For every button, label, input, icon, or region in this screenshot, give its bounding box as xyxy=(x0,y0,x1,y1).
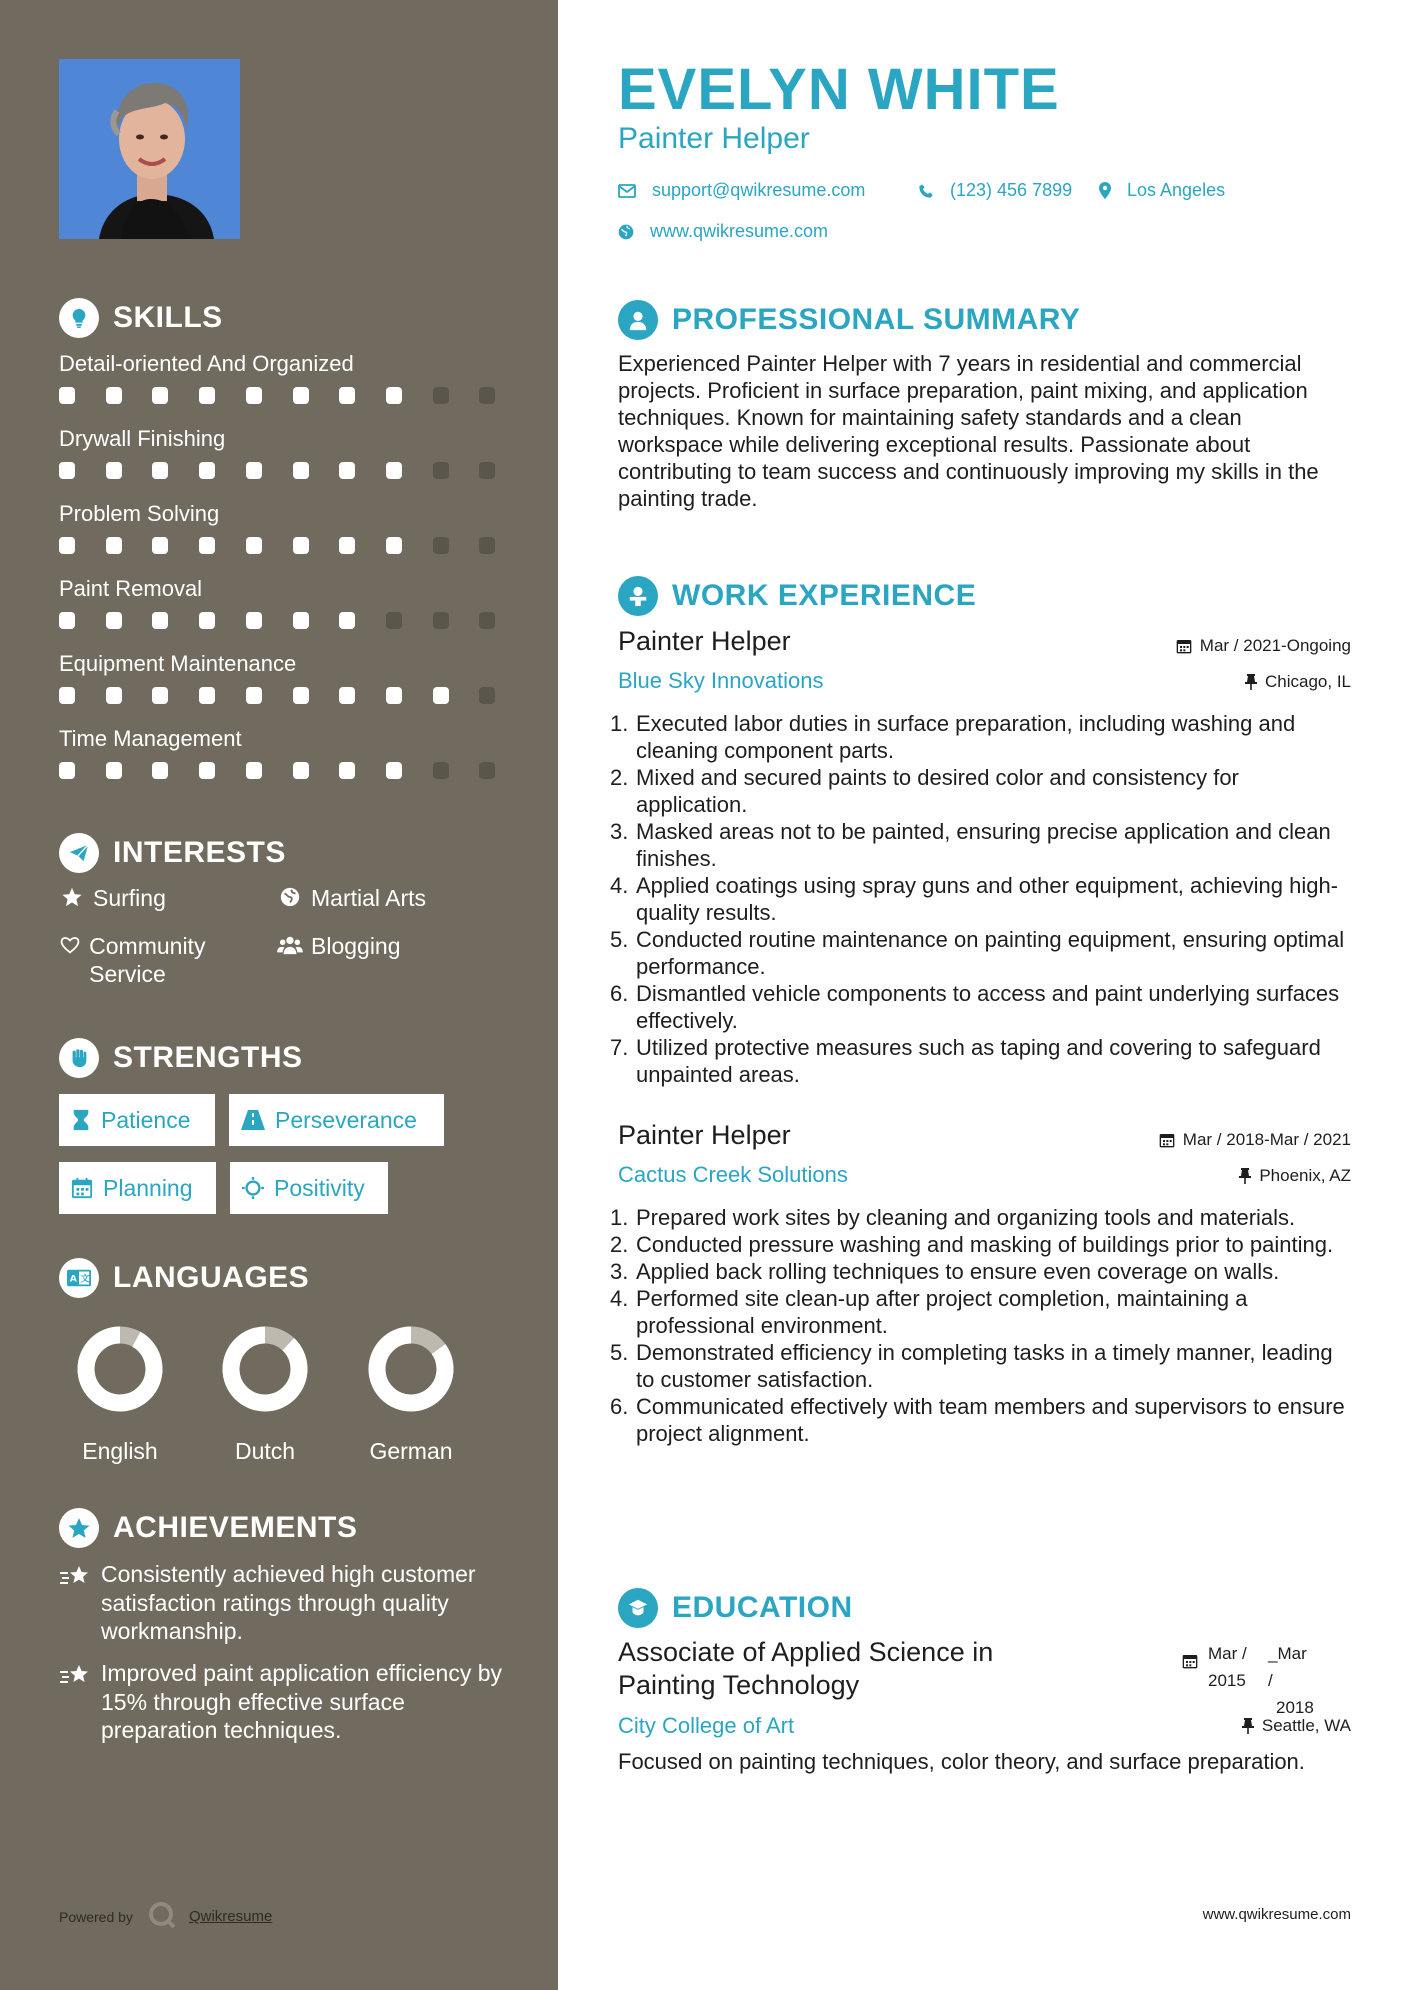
contact-email[interactable] xyxy=(618,180,865,201)
job-bullet: 7. Utilized protective measures such as taping and covering to safeguard unpainted areas. xyxy=(610,1035,1321,1087)
calendar-icon xyxy=(1176,638,1192,654)
company-name: Blue Sky Innovations xyxy=(618,668,824,693)
skill-dot xyxy=(106,612,122,629)
calendar-icon xyxy=(1159,1132,1175,1148)
skill-dot xyxy=(152,762,168,779)
interest-label: Martial Arts xyxy=(311,885,427,911)
star-icon xyxy=(59,884,85,908)
road-icon xyxy=(241,1110,265,1130)
svg-text:A: A xyxy=(69,1273,77,1285)
skill-dot xyxy=(59,462,75,479)
skill-dot xyxy=(199,462,215,479)
achievement-item xyxy=(59,1659,509,1745)
skill-dot xyxy=(246,387,262,404)
education-start xyxy=(1208,1640,1252,1694)
summary-header xyxy=(618,300,1080,340)
education-title: EDUCATION xyxy=(672,1591,853,1624)
strength-tag xyxy=(229,1094,444,1146)
skill-dot xyxy=(386,462,402,479)
job-dates-text: Mar / 2018-Mar / 2021 xyxy=(1182,1130,1351,1149)
pin-icon xyxy=(1242,1718,1254,1734)
skill-dot xyxy=(199,612,215,629)
skill-dot xyxy=(479,612,495,629)
skill-dot xyxy=(433,762,449,779)
skill-dot xyxy=(339,687,355,704)
skill-level-dots xyxy=(59,687,509,707)
language-icon xyxy=(59,1258,99,1298)
skill-dot xyxy=(152,387,168,404)
heart-outline-icon xyxy=(59,932,81,956)
phone-icon xyxy=(918,183,934,199)
skill-name: Drywall Finishing xyxy=(59,426,226,451)
skill-item xyxy=(59,574,509,632)
strength-label: Perseverance xyxy=(275,1106,417,1133)
experience-header xyxy=(618,576,976,616)
interest-label: Blogging xyxy=(311,933,401,959)
skill-dot xyxy=(433,462,449,479)
paper-plane-icon xyxy=(59,833,99,873)
interest-label: Community Service xyxy=(89,933,206,987)
education-header xyxy=(618,1588,853,1628)
skills-title: SKILLS xyxy=(113,301,223,334)
strength-label: Positivity xyxy=(274,1174,365,1201)
powered-by xyxy=(59,1900,272,1933)
skill-dot xyxy=(479,762,495,779)
graduate-icon xyxy=(618,1588,658,1628)
language-item xyxy=(60,1326,180,1465)
job-bullet: 1. Prepared work sites by cleaning and organizing tools and materials. xyxy=(610,1205,1296,1230)
skill-dot xyxy=(433,687,449,704)
email-text: support@qwikresume.com xyxy=(652,180,866,200)
skill-item xyxy=(59,724,509,782)
shooting-star-icon xyxy=(59,1659,91,1694)
skill-dot xyxy=(199,387,215,404)
job-title: Painter Helper xyxy=(618,1120,791,1150)
end-month: _Mar / xyxy=(1268,1644,1307,1690)
job-title: Painter Helper xyxy=(618,626,791,656)
globe-icon xyxy=(277,884,303,908)
skill-dot xyxy=(339,387,355,404)
job-location-text: Phoenix, AZ xyxy=(1259,1166,1351,1185)
skill-dot xyxy=(339,612,355,629)
skill-dot xyxy=(59,537,75,554)
skill-dot xyxy=(106,387,122,404)
map-marker-icon xyxy=(1099,182,1111,199)
lightbulb-icon xyxy=(59,298,99,338)
website-text: www.qwikresume.com xyxy=(650,221,829,241)
main-content xyxy=(558,0,1407,1990)
skill-dot xyxy=(59,387,75,404)
skill-dot xyxy=(199,537,215,554)
shooting-star-icon xyxy=(59,1560,91,1595)
skill-dot xyxy=(479,462,495,479)
fist-icon xyxy=(59,1038,99,1078)
start-month: Mar / xyxy=(1208,1644,1247,1663)
candidate-name: EVELYN WHITE xyxy=(618,57,1060,122)
skill-name: Time Management xyxy=(59,726,242,751)
powered-by-text: Powered by xyxy=(59,1908,133,1925)
candidate-role: Painter Helper xyxy=(618,122,810,155)
profile-photo xyxy=(59,59,240,239)
skill-dot xyxy=(293,462,309,479)
job-bullet: 5. Conducted routine maintenance on painting equipment, ensuring optimal performance. xyxy=(610,927,1345,979)
job-bullets xyxy=(610,710,1353,1088)
job-dates xyxy=(1159,1130,1351,1150)
job-location xyxy=(1239,1166,1351,1186)
strength-label: Patience xyxy=(101,1106,191,1133)
skill-dot xyxy=(293,762,309,779)
skill-dot xyxy=(433,537,449,554)
skill-dot xyxy=(199,762,215,779)
skill-dot xyxy=(246,687,262,704)
achievement-text: Consistently achieved high customer satisfaction ratings through quality workmanship. xyxy=(101,1561,476,1644)
qwikresume-logo-icon xyxy=(147,1900,177,1933)
experience-title: WORK EXPERIENCE xyxy=(672,579,977,612)
language-name: English xyxy=(82,1438,158,1464)
interests-title: INTERESTS xyxy=(113,836,286,869)
skill-dot xyxy=(246,462,262,479)
interest-item xyxy=(59,884,166,912)
job-bullet: 2. Mixed and secured paints to desired color and consistency for application. xyxy=(610,765,1239,817)
skill-dot xyxy=(106,687,122,704)
skill-level-dots xyxy=(59,462,509,482)
skill-dot xyxy=(339,537,355,554)
education-dates xyxy=(1182,1640,1312,1721)
skill-dot xyxy=(246,762,262,779)
achievement-text: Improved paint application efficiency by 15% through effective surface preparation techniques. xyxy=(101,1660,503,1743)
end-year: 2018 xyxy=(1276,1698,1314,1717)
skill-name: Paint Removal xyxy=(59,576,203,601)
skill-dot xyxy=(479,387,495,404)
job-bullet: 4. Applied coatings using spray guns and other equipment, achieving high-quality results. xyxy=(610,873,1339,925)
skill-dot xyxy=(152,687,168,704)
contact-website[interactable] xyxy=(618,221,828,242)
interest-item xyxy=(277,932,401,960)
company-name: Cactus Creek Solutions xyxy=(618,1162,848,1187)
job-dates-text: Mar / 2021-Ongoing xyxy=(1199,636,1351,655)
language-item xyxy=(351,1326,471,1465)
skills-header xyxy=(59,298,223,338)
job-bullet: 4. Performed site clean-up after project completion, maintaining a professional environment. xyxy=(610,1286,1248,1338)
skill-dot xyxy=(339,762,355,779)
strengths-title: STRENGTHS xyxy=(113,1041,303,1074)
hourglass-icon xyxy=(71,1109,91,1131)
job-bullet: 1. Executed labor duties in surface preparation, including washing and cleaning component parts. xyxy=(610,711,1296,763)
skill-dot xyxy=(386,612,402,629)
calendar-icon xyxy=(1182,1650,1198,1677)
job-location xyxy=(1245,672,1351,692)
podium-icon xyxy=(618,576,658,616)
skill-dot xyxy=(386,537,402,554)
skill-dot xyxy=(293,387,309,404)
skill-dot xyxy=(152,537,168,554)
skill-item xyxy=(59,499,509,557)
pin-icon xyxy=(1239,1168,1251,1184)
skill-dot xyxy=(386,687,402,704)
skill-dot xyxy=(246,612,262,629)
skill-name: Problem Solving xyxy=(59,501,220,526)
language-name: German xyxy=(369,1438,453,1464)
summary-title: PROFESSIONAL SUMMARY xyxy=(672,303,1081,336)
footer-url[interactable]: www.qwikresume.com xyxy=(1202,1906,1351,1923)
language-name: Dutch xyxy=(234,1438,296,1464)
achievements-title: ACHIEVEMENTS xyxy=(113,1511,358,1544)
strength-tag xyxy=(59,1094,215,1146)
strengths-header xyxy=(59,1038,303,1078)
skill-item xyxy=(59,649,509,707)
achievement-item xyxy=(59,1560,509,1646)
job-bullet: 2. Conducted pressure washing and masking of buildings prior to painting. xyxy=(610,1232,1334,1257)
skill-dot xyxy=(246,537,262,554)
interest-item xyxy=(277,884,426,912)
skill-dot xyxy=(59,762,75,779)
user-icon xyxy=(618,300,658,340)
contact-location xyxy=(1099,180,1225,201)
skill-dot xyxy=(293,612,309,629)
contact-phone[interactable] xyxy=(918,180,1072,201)
skill-item xyxy=(59,349,509,407)
language-proficiency-ring xyxy=(368,1326,454,1412)
strength-label: Planning xyxy=(103,1174,193,1201)
skill-dot xyxy=(479,687,495,704)
skill-dot xyxy=(152,612,168,629)
interest-label: Surfing xyxy=(93,885,166,911)
skill-dot xyxy=(59,687,75,704)
education-description: Focused on painting techniques, color theory, and surface preparation. xyxy=(618,1749,1305,1774)
job-bullet: 6. Communicated effectively with team members and supervisors to ensure project alignment. xyxy=(610,1394,1345,1446)
skill-dot xyxy=(199,687,215,704)
languages-header xyxy=(59,1258,309,1298)
job-bullet: 3. Masked areas not to be painted, ensuring precise application and clean finishes. xyxy=(610,819,1331,871)
skill-dot xyxy=(479,537,495,554)
language-proficiency-ring xyxy=(222,1326,308,1412)
job-location-text: Chicago, IL xyxy=(1265,672,1351,691)
calendar-icon xyxy=(71,1177,93,1199)
skill-dot xyxy=(293,687,309,704)
skill-dot xyxy=(433,387,449,404)
interest-item xyxy=(59,932,259,988)
job-bullet: 6. Dismantled vehicle components to access and paint underlying surfaces effectively. xyxy=(610,981,1340,1033)
skill-dot xyxy=(433,612,449,629)
job-bullets xyxy=(610,1204,1353,1447)
education-location xyxy=(1242,1716,1351,1736)
interests-header xyxy=(59,833,286,873)
skill-name: Detail-oriented And Organized xyxy=(59,351,354,376)
skill-dot xyxy=(152,462,168,479)
award-star-icon xyxy=(59,1508,99,1548)
achievements-header xyxy=(59,1508,357,1548)
job-dates xyxy=(1176,636,1351,656)
location-text: Los Angeles xyxy=(1127,180,1226,200)
skill-dot xyxy=(339,462,355,479)
degree-title: Associate of Applied Science in Painting Technology xyxy=(618,1637,994,1700)
envelope-icon xyxy=(618,184,636,198)
language-proficiency-ring xyxy=(77,1326,163,1412)
skill-level-dots xyxy=(59,612,509,632)
svg-text:文: 文 xyxy=(80,1273,90,1285)
language-item xyxy=(205,1326,325,1465)
skill-dot xyxy=(386,387,402,404)
qwikresume-link[interactable]: Qwikresume xyxy=(188,1908,273,1925)
users-icon xyxy=(277,932,303,956)
skill-level-dots xyxy=(59,537,509,557)
strength-tag xyxy=(59,1162,216,1214)
skill-dot xyxy=(106,462,122,479)
job-bullet: 3. Applied back rolling techniques to ensure even coverage on walls. xyxy=(610,1259,1280,1284)
phone-text: (123) 456 7899 xyxy=(950,180,1073,200)
sidebar xyxy=(0,0,558,1990)
skill-dot xyxy=(106,537,122,554)
school-name: City College of Art xyxy=(618,1713,795,1738)
skill-dot xyxy=(59,612,75,629)
languages-title: LANGUAGES xyxy=(113,1261,310,1294)
skill-item xyxy=(59,424,509,482)
skill-dot xyxy=(293,537,309,554)
skill-level-dots xyxy=(59,387,509,407)
education-end xyxy=(1268,1640,1312,1721)
strength-tag xyxy=(230,1162,388,1214)
skill-dot xyxy=(106,762,122,779)
skill-name: Equipment Maintenance xyxy=(59,651,297,676)
job-bullet: 5. Demonstrated efficiency in completing tasks in a timely manner, leading to customer satisfaction. xyxy=(610,1340,1333,1392)
start-year: 2015 xyxy=(1208,1671,1246,1690)
globe-icon xyxy=(618,224,634,240)
skill-dot xyxy=(386,762,402,779)
sun-icon xyxy=(242,1177,264,1199)
pin-icon xyxy=(1245,674,1257,690)
skill-level-dots xyxy=(59,762,509,782)
summary-text: Experienced Painter Helper with 7 years in residential and commercial projects. Proficient in surface preparation, paint mixing, and application techniques. Known for maintaining safety standards and a clean workspace while delivering exceptional results. Passionate about contributing to team success and continuously improving my skills in the painting trade. xyxy=(618,351,1319,511)
education-location-text: Seattle, WA xyxy=(1261,1716,1351,1735)
